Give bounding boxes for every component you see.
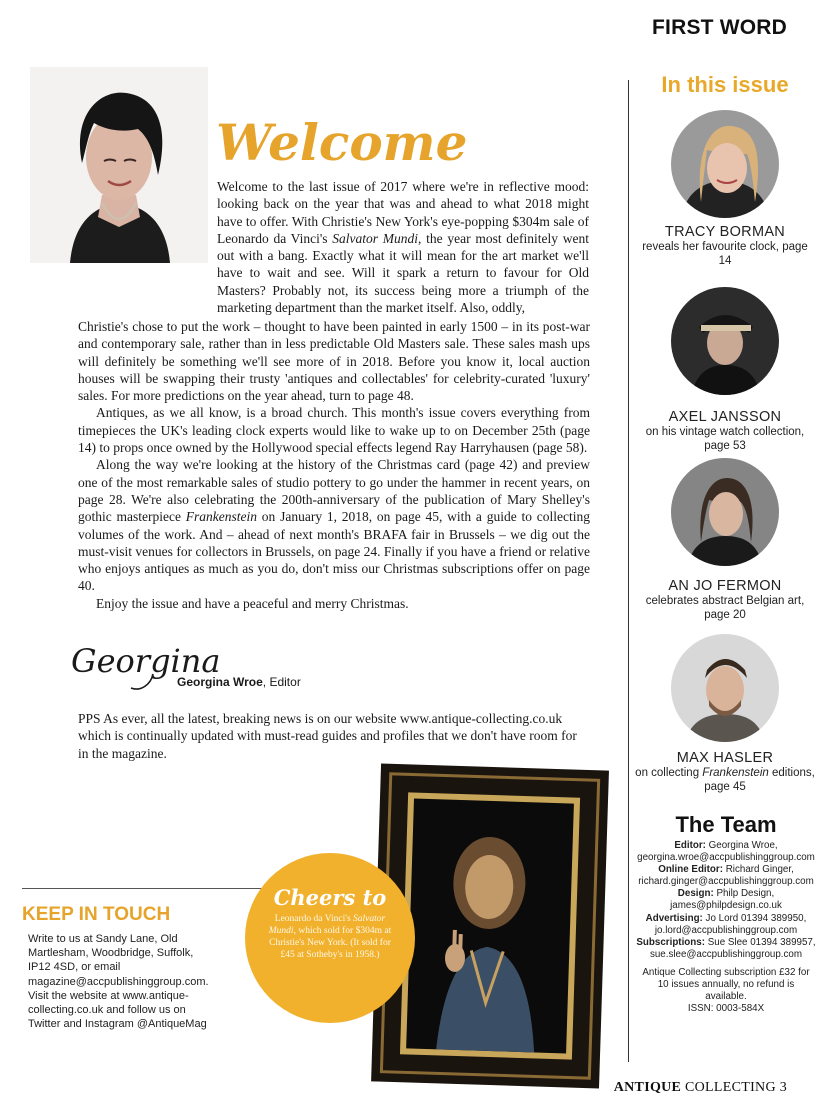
- intro-text: Welcome to the last issue of 2017 where we're in reflective mood: looking back on the year that was and ahead to what 2018 might have to offer. With Christie's New York's eye-popping $304m sale of Leonardo da Vinci's Salvator Mundi, the year most definitely went out with a bang. Exactly what it will mean for the art market we'll have to wait and see. Will it spark a return to favour for Old Masters? Probably not, its success being more a triumph of the marketing department than the market itself. Also, oddly,: [217, 179, 590, 316]
- body-paragraph-2: Antiques, as we all know, is a broad church. This month's issue covers everything from timepieces the UK's leading clock experts would like to wake up to on December 25th (page 14) to props once owned by the Hollywood special effects legend Ray Harryhausen (page 58).: [78, 405, 590, 456]
- team-member-design: Design: Philp Design, james@philpdesign.co.uk: [670, 888, 782, 912]
- in-this-issue-heading: In this issue: [661, 72, 789, 97]
- footer-brand: ANTIQUE: [613, 1080, 682, 1095]
- page-title: Welcome: [216, 113, 468, 172]
- contributor-photo: [671, 458, 779, 566]
- contributor-photo: [671, 110, 779, 218]
- editor-role: , Editor: [262, 675, 301, 689]
- contributor-name: MAX HASLER: [676, 750, 774, 766]
- footer-brand-rest: COLLECTING: [681, 1080, 776, 1095]
- section-label: FIRST WORD: [652, 16, 787, 39]
- contributor-name: TRACY BORMAN: [664, 224, 786, 240]
- cheers-text: Leonardo da Vinci's Salvator Mundi, which sold for $304m at Christie's New York. (It sold for £45 at Sotheby's in 1958.): [268, 914, 392, 960]
- contributor-axel-jansson[interactable]: [635, 287, 815, 453]
- intro-paragraph: [217, 178, 589, 316]
- page-footer: [614, 1080, 787, 1096]
- body-paragraph-4: Enjoy the issue and have a peaceful and merry Christmas.: [96, 595, 409, 611]
- team-heading: The Team: [675, 812, 777, 837]
- contributor-caption: reveals her favourite clock, page 14: [642, 241, 808, 267]
- body-paragraph-3: Along the way we're looking at the history of the Christmas card (page 42) and preview one of the most remarkable sales of studio pottery to go under the hammer in recent years, on page 28. We're also celebrating the 200th-anniversary of the publication of Mary Shelley's gothic masterpiece Frankenstein on January 1, 2018, on page 45, with a guide to collecting volumes of the work. And – ahead of next month's BRAFA fair in Brussels – we dig out the must-visit venues for collectors in Brussels, on page 24. Finally if you have a friend or relative who enjoys antiques as much as you do, don't miss our Christmas subscriptions offer on page 40.: [78, 457, 590, 594]
- editor-portrait: [30, 67, 208, 263]
- team-credits: [636, 840, 816, 1015]
- keep-in-touch-text: Write to us at Sandy Lane, Old Martlesham, Woodbridge, Suffolk, IP12 4SD, or email magazine@accpublishinggroup.com. Visit the website at www.antique-collecting.co.uk and follow us on Twitter and Instagram @AntiqueMag: [28, 933, 209, 1031]
- contributor-photo: [671, 287, 779, 395]
- contributor-caption: celebrates abstract Belgian art, page 20: [645, 595, 805, 621]
- team-member-subscriptions: Subscriptions: Sue Slee 01394 389957, sue.slee@accpublishinggroup.com: [636, 936, 816, 960]
- page-number: 3: [779, 1080, 787, 1095]
- cheers-title: Cheers to: [273, 885, 387, 910]
- editorial-body: [78, 318, 590, 612]
- contributor-tracy-borman[interactable]: [635, 110, 815, 268]
- column-divider: [628, 80, 629, 1062]
- contributor-name: AXEL JANSSON: [668, 409, 782, 425]
- signature-caption: [177, 675, 301, 689]
- contributor-max-hasler[interactable]: [635, 634, 815, 794]
- keep-in-touch-rule: [22, 888, 267, 889]
- contributor-caption: on his vintage watch collection, page 53: [645, 426, 805, 452]
- subscription-info: Antique Collecting subscription £32 for 10 issues annually, no refund is available.: [642, 966, 810, 1003]
- body-paragraph-continuation: Christie's chose to put the work – thought to have been painted in early 1500 – in its post-war and contemporary sale, rather than in less predictable Old Masters sale. These sales mash ups will definitely be something we'll see more of in 2018. Before you know it, local auction houses will be swapping their trusty 'antiques and collectables' for celebrity-curated 'luxury' sales. For more predictions on the year ahead, turn to page 48.: [78, 319, 590, 404]
- cheers-to-callout: [245, 853, 415, 1023]
- keep-in-touch-heading: KEEP IN TOUCH: [22, 904, 171, 925]
- pps-note: PPS As ever, all the latest, breaking news is on our website www.antique-collecting.co.uk which is continually updated with must-read guides and profiles that we don't have room for in the magazine.: [78, 711, 577, 761]
- editor-signature: [67, 638, 267, 699]
- contributor-name: AN JO FERMON: [668, 578, 782, 594]
- issn: ISSN: 0003-584X: [687, 1003, 765, 1015]
- team-member-advertising: Advertising: Jo Lord 01394 389950, jo.lord@accpublishinggroup.com: [645, 912, 807, 936]
- editor-portrait-illustration: [30, 67, 208, 263]
- team-member-editor: Editor: Georgina Wroe, georgina.wroe@accpublishinggroup.com: [637, 840, 815, 864]
- editor-name: Georgina Wroe: [177, 675, 263, 689]
- contributor-photo: [671, 634, 779, 742]
- contributor-caption: on collecting Frankenstein editions, page 45: [635, 767, 815, 793]
- contributor-an-jo-fermon[interactable]: [635, 458, 815, 622]
- svg-text:Georgina: Georgina: [71, 642, 221, 680]
- team-member-online-editor: Online Editor: Richard Ginger, richard.ginger@accpublishinggroup.com: [638, 864, 814, 888]
